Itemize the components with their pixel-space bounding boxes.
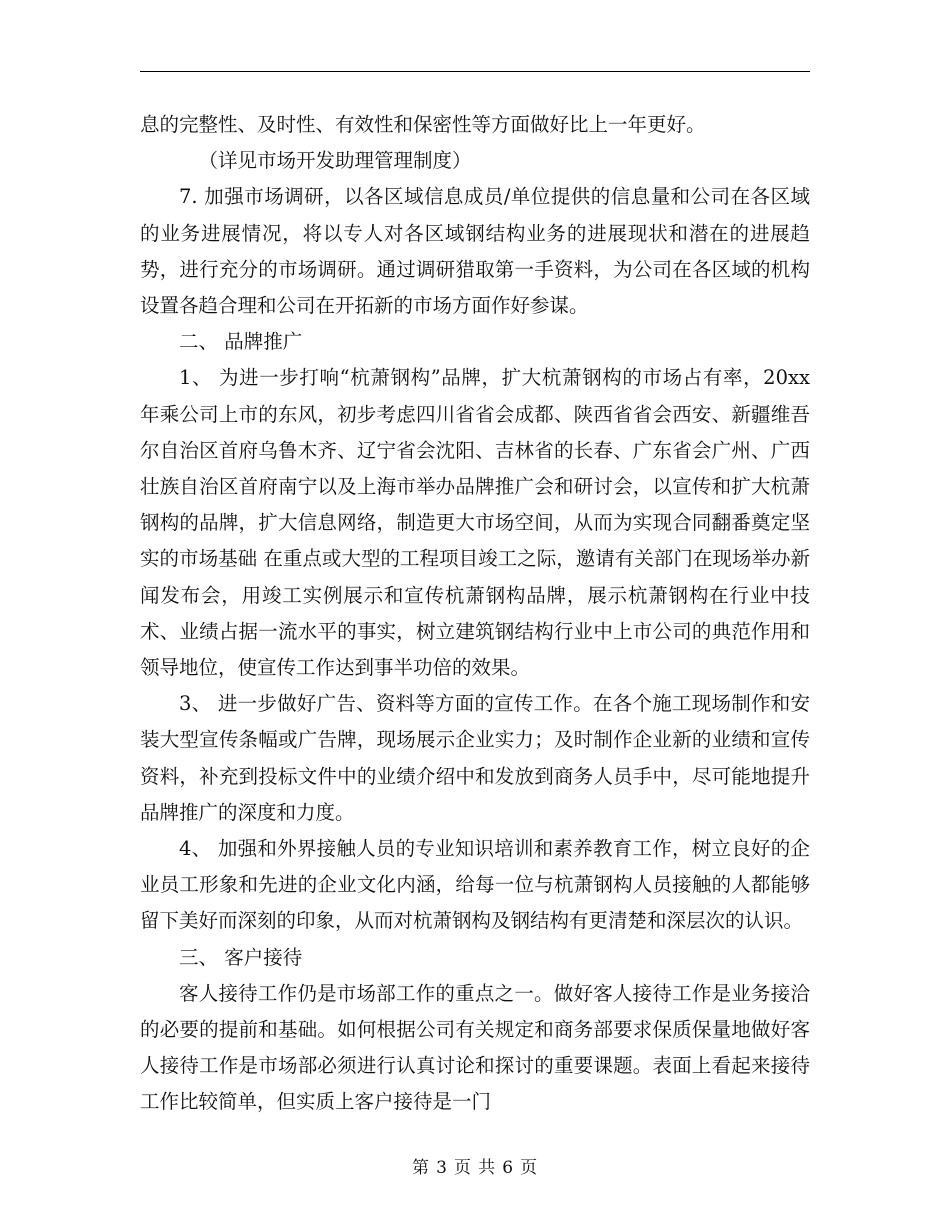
paragraph-continuation: 息的完整性、及时性、有效性和保密性等方面做好比上一年更好。: [140, 113, 706, 136]
document-body: [140, 107, 810, 1121]
paragraph-brand-item-1: 1、 为进一步打响“杭萧钢构”品牌，扩大杭萧钢构的市场占有率，20xx年乘公司上市的东风，初步考虑四川省省会成都、陕西省省会西安、新疆维吾尔自治区首府乌鲁木齐、辽宁省会沈阳、吉林省的长春、广东省会广州、广西壮族自治区首府南宁以及上海市举办品牌推广会和研讨会，以宣传和扩大杭萧钢构的品牌，扩大信息网络，制造更大市场空间，从而为实现合同翻番奠定坚实的市场基础 在重点或大型的工程项目竣工之际，邀请有关部门在现场举办新闻发布会，用竣工实例展示和宣传杭萧钢构品牌，展示杭萧钢构在行业中技术、业绩占据一流水平的事实，树立建筑钢结构行业中上市公司的典范作用和领导地位，使宣传工作达到事半功倍的效果。: [140, 366, 810, 680]
section-heading-customer-reception: 三、 客户接待: [179, 945, 303, 969]
paragraph-brand-item-4: 4、 加强和外界接触人员的专业知识培训和素养教育工作，树立良好的企业员工形象和先进的企业文化内涵，给每一位与杭萧钢构人员接触的人都能够留下美好而深刻的印象，从而对杭萧钢构及钢结构有更清楚和深层次的认识。: [140, 837, 810, 933]
paragraph-market-research: 7. 加强市场调研，以各区域信息成员/单位提供的信息量和公司在各区域的业务进展情况，将以专人对各区域钢结构业务的进展现状和潜在的进展趋势，进行充分的市场调研。通过调研猎取第一手资料，为公司在各区域的机构设置各趋合理和公司在开拓新的市场方面作好参谋。: [140, 185, 810, 318]
section-heading-brand-promotion: 二、 品牌推广: [179, 330, 303, 354]
paragraph-reference-note: （详见市场开发助理管理制度）: [198, 149, 472, 173]
paragraph-brand-item-3: 3、 进一步做好广告、资料等方面的宣传工作。在各个施工现场制作和安装大型宣传条幅或广告牌，现场展示企业实力；及时制作企业新的业绩和宣传资料，补充到投标文件中的业绩介绍中和发放到商务人员手中，尽可能地提升品牌推广的深度和力度。: [140, 692, 810, 824]
paragraph-customer-reception: 客人接待工作仍是市场部工作的重点之一。做好客人接待工作是业务接洽的必要的提前和基础。如何根据公司有关规定和商务部要求保质保量地做好客人接待工作是市场部必须进行认真讨论和探讨的重要课题。表面上看起来接待工作比较简单，但实质上客户接待是一门: [140, 981, 810, 1114]
header-rule: [140, 71, 810, 72]
page-number-footer: 第 3 页 共 6 页: [411, 1158, 538, 1178]
